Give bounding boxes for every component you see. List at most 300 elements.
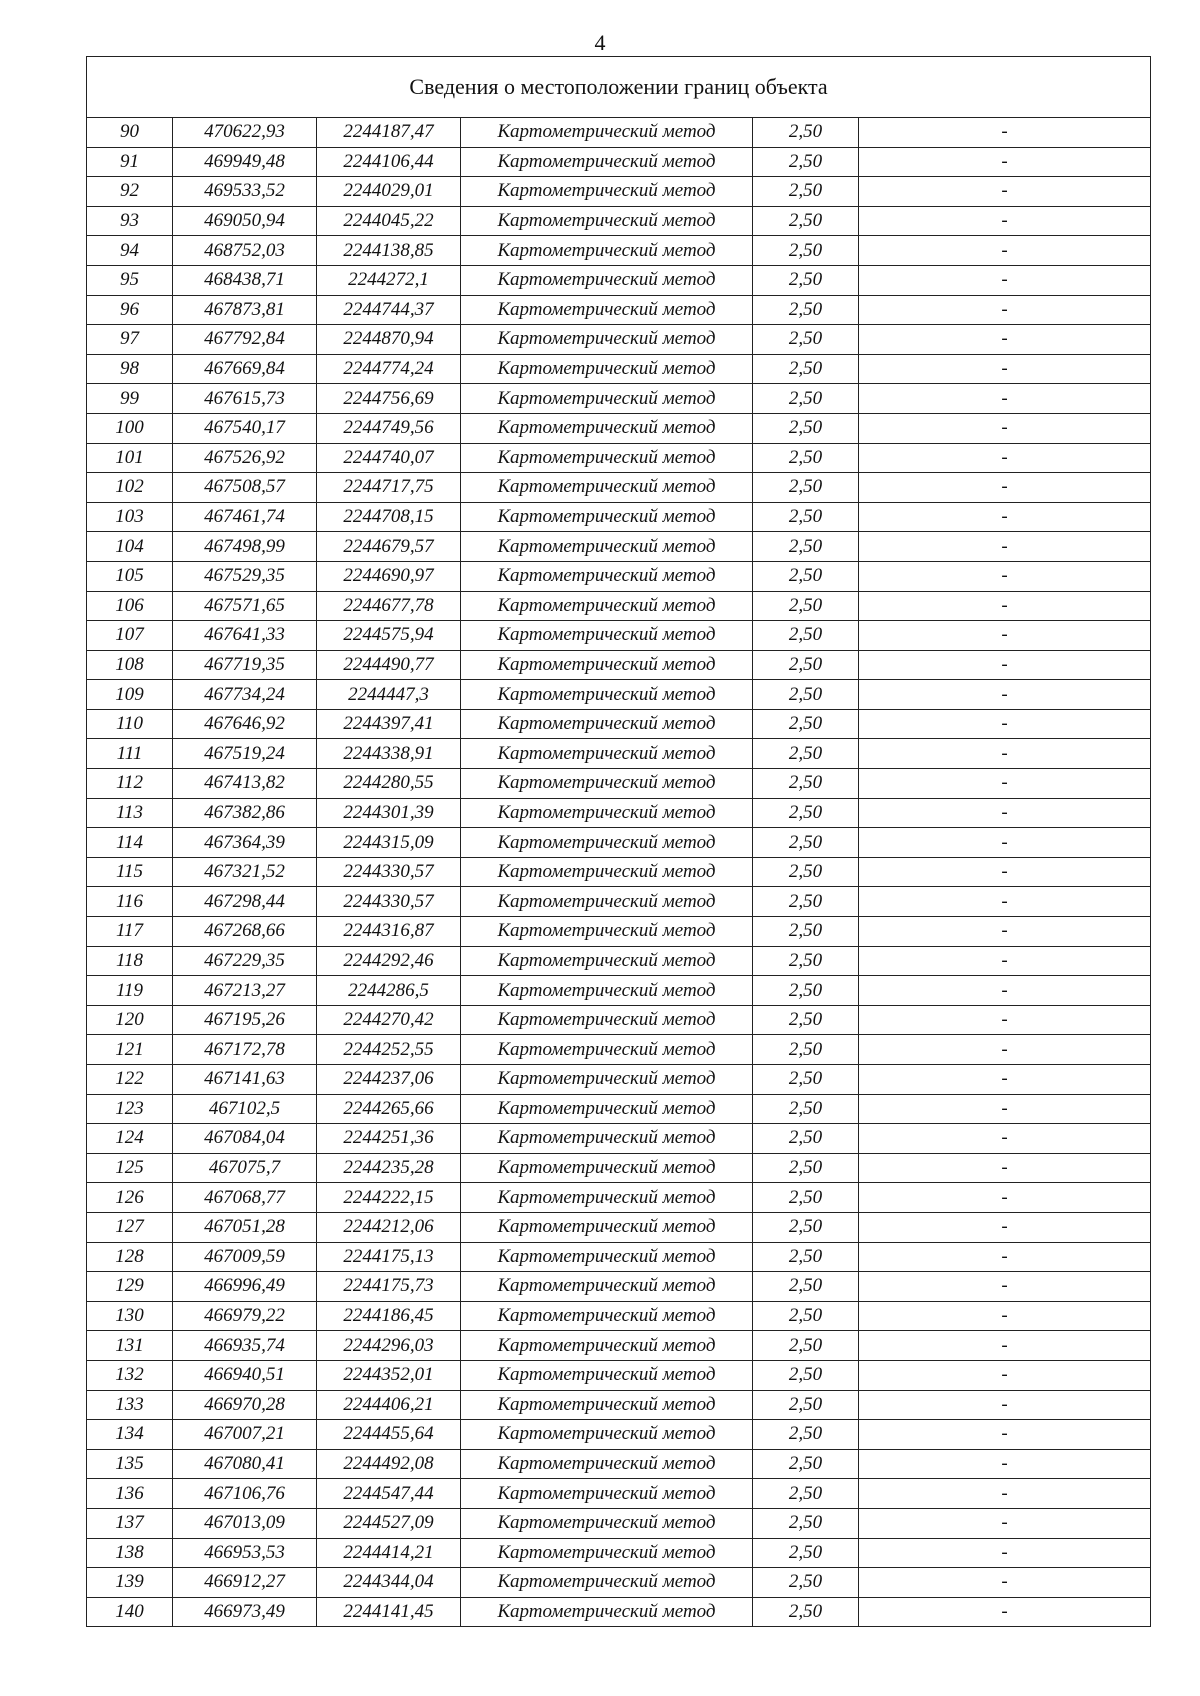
table-row (87, 1420, 1151, 1450)
table-row (87, 118, 1151, 148)
method-cell: Картометрический метод (461, 206, 753, 236)
accuracy-cell: 2,50 (753, 798, 859, 828)
x-coordinate-cell: 467213,27 (173, 976, 317, 1006)
y-coordinate-cell: 2244187,47 (317, 118, 461, 148)
method-cell: Картометрический метод (461, 1508, 753, 1538)
point-number-cell: 95 (87, 265, 173, 295)
method-cell: Картометрический метод (461, 1420, 753, 1450)
description-cell: - (859, 443, 1151, 473)
method-cell: Картометрический метод (461, 1153, 753, 1183)
y-coordinate-cell: 2244406,21 (317, 1390, 461, 1420)
method-cell: Картометрический метод (461, 828, 753, 858)
table-row (87, 769, 1151, 799)
accuracy-cell: 2,50 (753, 621, 859, 651)
y-coordinate-cell: 2244677,78 (317, 591, 461, 621)
y-coordinate-cell: 2244397,41 (317, 709, 461, 739)
x-coordinate-cell: 467734,24 (173, 680, 317, 710)
page-number: 4 (594, 30, 606, 55)
accuracy-cell: 2,50 (753, 532, 859, 562)
table-row (87, 1360, 1151, 1390)
x-coordinate-cell: 467540,17 (173, 413, 317, 443)
y-coordinate-cell: 2244251,36 (317, 1124, 461, 1154)
table-row (87, 1331, 1151, 1361)
y-coordinate-cell: 2244141,45 (317, 1597, 461, 1627)
accuracy-cell: 2,50 (753, 709, 859, 739)
point-number-cell: 131 (87, 1331, 173, 1361)
point-number-cell: 90 (87, 118, 173, 148)
accuracy-cell: 2,50 (753, 1568, 859, 1598)
point-number-cell: 137 (87, 1508, 173, 1538)
method-cell: Картометрический метод (461, 739, 753, 769)
point-number-cell: 112 (87, 769, 173, 799)
point-number-cell: 114 (87, 828, 173, 858)
boundary-table-container (86, 56, 1150, 1627)
description-cell: - (859, 295, 1151, 325)
y-coordinate-cell: 2244330,57 (317, 887, 461, 917)
x-coordinate-cell: 467321,52 (173, 857, 317, 887)
x-coordinate-cell: 466940,51 (173, 1360, 317, 1390)
table-row (87, 413, 1151, 443)
method-cell: Картометрический метод (461, 857, 753, 887)
table-row (87, 177, 1151, 207)
table-row (87, 1094, 1151, 1124)
accuracy-cell: 2,50 (753, 828, 859, 858)
table-row (87, 1301, 1151, 1331)
table-row (87, 1035, 1151, 1065)
y-coordinate-cell: 2244575,94 (317, 621, 461, 651)
point-number-cell: 108 (87, 650, 173, 680)
accuracy-cell: 2,50 (753, 917, 859, 947)
x-coordinate-cell: 469949,48 (173, 147, 317, 177)
method-cell: Картометрический метод (461, 561, 753, 591)
description-cell: - (859, 1242, 1151, 1272)
table-row (87, 1242, 1151, 1272)
x-coordinate-cell: 467141,63 (173, 1065, 317, 1095)
table-row (87, 532, 1151, 562)
y-coordinate-cell: 2244175,13 (317, 1242, 461, 1272)
method-cell: Картометрический метод (461, 1479, 753, 1509)
y-coordinate-cell: 2244286,5 (317, 976, 461, 1006)
y-coordinate-cell: 2244744,37 (317, 295, 461, 325)
table-title-row (87, 57, 1151, 118)
method-cell: Картометрический метод (461, 443, 753, 473)
description-cell: - (859, 946, 1151, 976)
method-cell: Картометрический метод (461, 118, 753, 148)
x-coordinate-cell: 466935,74 (173, 1331, 317, 1361)
x-coordinate-cell: 466996,49 (173, 1272, 317, 1302)
x-coordinate-cell: 467007,21 (173, 1420, 317, 1450)
point-number-cell: 98 (87, 354, 173, 384)
x-coordinate-cell: 467195,26 (173, 1005, 317, 1035)
accuracy-cell: 2,50 (753, 1124, 859, 1154)
description-cell: - (859, 1508, 1151, 1538)
method-cell: Картометрический метод (461, 650, 753, 680)
method-cell: Картометрический метод (461, 976, 753, 1006)
method-cell: Картометрический метод (461, 295, 753, 325)
method-cell: Картометрический метод (461, 1301, 753, 1331)
point-number-cell: 96 (87, 295, 173, 325)
point-number-cell: 101 (87, 443, 173, 473)
x-coordinate-cell: 467526,92 (173, 443, 317, 473)
accuracy-cell: 2,50 (753, 1508, 859, 1538)
point-number-cell: 94 (87, 236, 173, 266)
accuracy-cell: 2,50 (753, 1272, 859, 1302)
description-cell: - (859, 1094, 1151, 1124)
point-number-cell: 104 (87, 532, 173, 562)
table-row (87, 976, 1151, 1006)
x-coordinate-cell: 470622,93 (173, 118, 317, 148)
x-coordinate-cell: 466953,53 (173, 1538, 317, 1568)
x-coordinate-cell: 466970,28 (173, 1390, 317, 1420)
accuracy-cell: 2,50 (753, 887, 859, 917)
method-cell: Картометрический метод (461, 1272, 753, 1302)
accuracy-cell: 2,50 (753, 1035, 859, 1065)
y-coordinate-cell: 2244212,06 (317, 1212, 461, 1242)
x-coordinate-cell: 469050,94 (173, 206, 317, 236)
accuracy-cell: 2,50 (753, 473, 859, 503)
y-coordinate-cell: 2244175,73 (317, 1272, 461, 1302)
accuracy-cell: 2,50 (753, 1183, 859, 1213)
method-cell: Картометрический метод (461, 591, 753, 621)
point-number-cell: 119 (87, 976, 173, 1006)
x-coordinate-cell: 467106,76 (173, 1479, 317, 1509)
method-cell: Картометрический метод (461, 177, 753, 207)
accuracy-cell: 2,50 (753, 118, 859, 148)
method-cell: Картометрический метод (461, 532, 753, 562)
y-coordinate-cell: 2244280,55 (317, 769, 461, 799)
description-cell: - (859, 325, 1151, 355)
x-coordinate-cell: 467364,39 (173, 828, 317, 858)
method-cell: Картометрический метод (461, 1331, 753, 1361)
table-row (87, 1538, 1151, 1568)
method-cell: Картометрический метод (461, 1094, 753, 1124)
y-coordinate-cell: 2244330,57 (317, 857, 461, 887)
table-row (87, 1212, 1151, 1242)
y-coordinate-cell: 2244352,01 (317, 1360, 461, 1390)
method-cell: Картометрический метод (461, 621, 753, 651)
method-cell: Картометрический метод (461, 1597, 753, 1627)
point-number-cell: 117 (87, 917, 173, 947)
table-row (87, 1272, 1151, 1302)
y-coordinate-cell: 2244265,66 (317, 1094, 461, 1124)
x-coordinate-cell: 467646,92 (173, 709, 317, 739)
table-row (87, 295, 1151, 325)
y-coordinate-cell: 2244235,28 (317, 1153, 461, 1183)
accuracy-cell: 2,50 (753, 325, 859, 355)
table-row (87, 561, 1151, 591)
x-coordinate-cell: 467413,82 (173, 769, 317, 799)
accuracy-cell: 2,50 (753, 147, 859, 177)
y-coordinate-cell: 2244252,55 (317, 1035, 461, 1065)
point-number-cell: 113 (87, 798, 173, 828)
accuracy-cell: 2,50 (753, 1212, 859, 1242)
method-cell: Картометрический метод (461, 769, 753, 799)
x-coordinate-cell: 467873,81 (173, 295, 317, 325)
table-row (87, 680, 1151, 710)
method-cell: Картометрический метод (461, 473, 753, 503)
method-cell: Картометрический метод (461, 1124, 753, 1154)
description-cell: - (859, 177, 1151, 207)
description-cell: - (859, 798, 1151, 828)
description-cell: - (859, 473, 1151, 503)
table-title: Сведения о местоположении границ объекта (87, 57, 1151, 118)
point-number-cell: 116 (87, 887, 173, 917)
point-number-cell: 125 (87, 1153, 173, 1183)
accuracy-cell: 2,50 (753, 857, 859, 887)
point-number-cell: 115 (87, 857, 173, 887)
description-cell: - (859, 621, 1151, 651)
method-cell: Картометрический метод (461, 680, 753, 710)
table-row (87, 828, 1151, 858)
accuracy-cell: 2,50 (753, 1065, 859, 1095)
description-cell: - (859, 1479, 1151, 1509)
table-row (87, 1597, 1151, 1627)
description-cell: - (859, 236, 1151, 266)
accuracy-cell: 2,50 (753, 502, 859, 532)
table-row (87, 798, 1151, 828)
x-coordinate-cell: 467519,24 (173, 739, 317, 769)
point-number-cell: 139 (87, 1568, 173, 1598)
y-coordinate-cell: 2244316,87 (317, 917, 461, 947)
point-number-cell: 138 (87, 1538, 173, 1568)
table-row (87, 1479, 1151, 1509)
accuracy-cell: 2,50 (753, 1301, 859, 1331)
accuracy-cell: 2,50 (753, 591, 859, 621)
table-row (87, 502, 1151, 532)
table-row (87, 887, 1151, 917)
accuracy-cell: 2,50 (753, 1420, 859, 1450)
accuracy-cell: 2,50 (753, 177, 859, 207)
x-coordinate-cell: 467641,33 (173, 621, 317, 651)
description-cell: - (859, 384, 1151, 414)
point-number-cell: 135 (87, 1449, 173, 1479)
point-number-cell: 126 (87, 1183, 173, 1213)
table-row (87, 473, 1151, 503)
y-coordinate-cell: 2244301,39 (317, 798, 461, 828)
accuracy-cell: 2,50 (753, 739, 859, 769)
y-coordinate-cell: 2244740,07 (317, 443, 461, 473)
accuracy-cell: 2,50 (753, 1390, 859, 1420)
table-row (87, 325, 1151, 355)
method-cell: Картометрический метод (461, 384, 753, 414)
method-cell: Картометрический метод (461, 917, 753, 947)
point-number-cell: 92 (87, 177, 173, 207)
point-number-cell: 91 (87, 147, 173, 177)
table-row (87, 206, 1151, 236)
y-coordinate-cell: 2244756,69 (317, 384, 461, 414)
table-row (87, 1065, 1151, 1095)
method-cell: Картометрический метод (461, 1183, 753, 1213)
y-coordinate-cell: 2244690,97 (317, 561, 461, 591)
point-number-cell: 109 (87, 680, 173, 710)
point-number-cell: 140 (87, 1597, 173, 1627)
description-cell: - (859, 1153, 1151, 1183)
method-cell: Картометрический метод (461, 1242, 753, 1272)
y-coordinate-cell: 2244296,03 (317, 1331, 461, 1361)
accuracy-cell: 2,50 (753, 1153, 859, 1183)
table-row (87, 1508, 1151, 1538)
description-cell: - (859, 1420, 1151, 1450)
accuracy-cell: 2,50 (753, 561, 859, 591)
method-cell: Картометрический метод (461, 1390, 753, 1420)
y-coordinate-cell: 2244222,15 (317, 1183, 461, 1213)
description-cell: - (859, 1597, 1151, 1627)
y-coordinate-cell: 2244679,57 (317, 532, 461, 562)
table-row (87, 1449, 1151, 1479)
x-coordinate-cell: 467075,7 (173, 1153, 317, 1183)
point-number-cell: 99 (87, 384, 173, 414)
x-coordinate-cell: 467084,04 (173, 1124, 317, 1154)
method-cell: Картометрический метод (461, 946, 753, 976)
x-coordinate-cell: 467571,65 (173, 591, 317, 621)
description-cell: - (859, 561, 1151, 591)
description-cell: - (859, 1065, 1151, 1095)
point-number-cell: 122 (87, 1065, 173, 1095)
y-coordinate-cell: 2244186,45 (317, 1301, 461, 1331)
description-cell: - (859, 1272, 1151, 1302)
description-cell: - (859, 650, 1151, 680)
x-coordinate-cell: 467529,35 (173, 561, 317, 591)
accuracy-cell: 2,50 (753, 354, 859, 384)
table-row (87, 621, 1151, 651)
point-number-cell: 120 (87, 1005, 173, 1035)
point-number-cell: 129 (87, 1272, 173, 1302)
method-cell: Картометрический метод (461, 236, 753, 266)
y-coordinate-cell: 2244490,77 (317, 650, 461, 680)
table-row (87, 857, 1151, 887)
method-cell: Картометрический метод (461, 354, 753, 384)
x-coordinate-cell: 466979,22 (173, 1301, 317, 1331)
y-coordinate-cell: 2244717,75 (317, 473, 461, 503)
table-row (87, 147, 1151, 177)
x-coordinate-cell: 467461,74 (173, 502, 317, 532)
table-row (87, 1124, 1151, 1154)
y-coordinate-cell: 2244292,46 (317, 946, 461, 976)
description-cell: - (859, 887, 1151, 917)
accuracy-cell: 2,50 (753, 1242, 859, 1272)
x-coordinate-cell: 467508,57 (173, 473, 317, 503)
table-row (87, 354, 1151, 384)
method-cell: Картометрический метод (461, 798, 753, 828)
method-cell: Картометрический метод (461, 1065, 753, 1095)
method-cell: Картометрический метод (461, 887, 753, 917)
x-coordinate-cell: 467268,66 (173, 917, 317, 947)
table-row (87, 591, 1151, 621)
description-cell: - (859, 532, 1151, 562)
y-coordinate-cell: 2244270,42 (317, 1005, 461, 1035)
description-cell: - (859, 739, 1151, 769)
boundary-coordinates-table (86, 56, 1151, 1627)
description-cell: - (859, 1124, 1151, 1154)
y-coordinate-cell: 2244272,1 (317, 265, 461, 295)
table-row (87, 443, 1151, 473)
y-coordinate-cell: 2244045,22 (317, 206, 461, 236)
y-coordinate-cell: 2244708,15 (317, 502, 461, 532)
description-cell: - (859, 680, 1151, 710)
y-coordinate-cell: 2244414,21 (317, 1538, 461, 1568)
y-coordinate-cell: 2244029,01 (317, 177, 461, 207)
table-row (87, 1183, 1151, 1213)
table-row (87, 650, 1151, 680)
x-coordinate-cell: 467009,59 (173, 1242, 317, 1272)
table-row (87, 1568, 1151, 1598)
description-cell: - (859, 1212, 1151, 1242)
accuracy-cell: 2,50 (753, 1597, 859, 1627)
description-cell: - (859, 354, 1151, 384)
description-cell: - (859, 206, 1151, 236)
point-number-cell: 93 (87, 206, 173, 236)
description-cell: - (859, 1331, 1151, 1361)
accuracy-cell: 2,50 (753, 384, 859, 414)
accuracy-cell: 2,50 (753, 650, 859, 680)
point-number-cell: 103 (87, 502, 173, 532)
accuracy-cell: 2,50 (753, 976, 859, 1006)
point-number-cell: 124 (87, 1124, 173, 1154)
accuracy-cell: 2,50 (753, 1479, 859, 1509)
table-row (87, 917, 1151, 947)
point-number-cell: 97 (87, 325, 173, 355)
x-coordinate-cell: 467382,86 (173, 798, 317, 828)
description-cell: - (859, 917, 1151, 947)
description-cell: - (859, 1035, 1151, 1065)
method-cell: Картометрический метод (461, 1035, 753, 1065)
table-row (87, 236, 1151, 266)
table-row (87, 1005, 1151, 1035)
point-number-cell: 128 (87, 1242, 173, 1272)
description-cell: - (859, 1301, 1151, 1331)
method-cell: Картометрический метод (461, 1360, 753, 1390)
accuracy-cell: 2,50 (753, 680, 859, 710)
method-cell: Картометрический метод (461, 325, 753, 355)
table-row (87, 1390, 1151, 1420)
point-number-cell: 134 (87, 1420, 173, 1450)
accuracy-cell: 2,50 (753, 1538, 859, 1568)
description-cell: - (859, 1360, 1151, 1390)
x-coordinate-cell: 468438,71 (173, 265, 317, 295)
point-number-cell: 107 (87, 621, 173, 651)
point-number-cell: 118 (87, 946, 173, 976)
y-coordinate-cell: 2244527,09 (317, 1508, 461, 1538)
point-number-cell: 111 (87, 739, 173, 769)
description-cell: - (859, 502, 1151, 532)
description-cell: - (859, 147, 1151, 177)
accuracy-cell: 2,50 (753, 1360, 859, 1390)
method-cell: Картометрический метод (461, 502, 753, 532)
point-number-cell: 133 (87, 1390, 173, 1420)
accuracy-cell: 2,50 (753, 1094, 859, 1124)
y-coordinate-cell: 2244447,3 (317, 680, 461, 710)
table-body (87, 118, 1151, 1627)
description-cell: - (859, 265, 1151, 295)
x-coordinate-cell: 467615,73 (173, 384, 317, 414)
x-coordinate-cell: 467172,78 (173, 1035, 317, 1065)
accuracy-cell: 2,50 (753, 413, 859, 443)
accuracy-cell: 2,50 (753, 206, 859, 236)
table-row (87, 1153, 1151, 1183)
method-cell: Картометрический метод (461, 1449, 753, 1479)
accuracy-cell: 2,50 (753, 1449, 859, 1479)
method-cell: Картометрический метод (461, 1212, 753, 1242)
point-number-cell: 121 (87, 1035, 173, 1065)
y-coordinate-cell: 2244138,85 (317, 236, 461, 266)
accuracy-cell: 2,50 (753, 769, 859, 799)
table-row (87, 265, 1151, 295)
point-number-cell: 105 (87, 561, 173, 591)
y-coordinate-cell: 2244315,09 (317, 828, 461, 858)
description-cell: - (859, 1449, 1151, 1479)
y-coordinate-cell: 2244338,91 (317, 739, 461, 769)
method-cell: Картометрический метод (461, 147, 753, 177)
